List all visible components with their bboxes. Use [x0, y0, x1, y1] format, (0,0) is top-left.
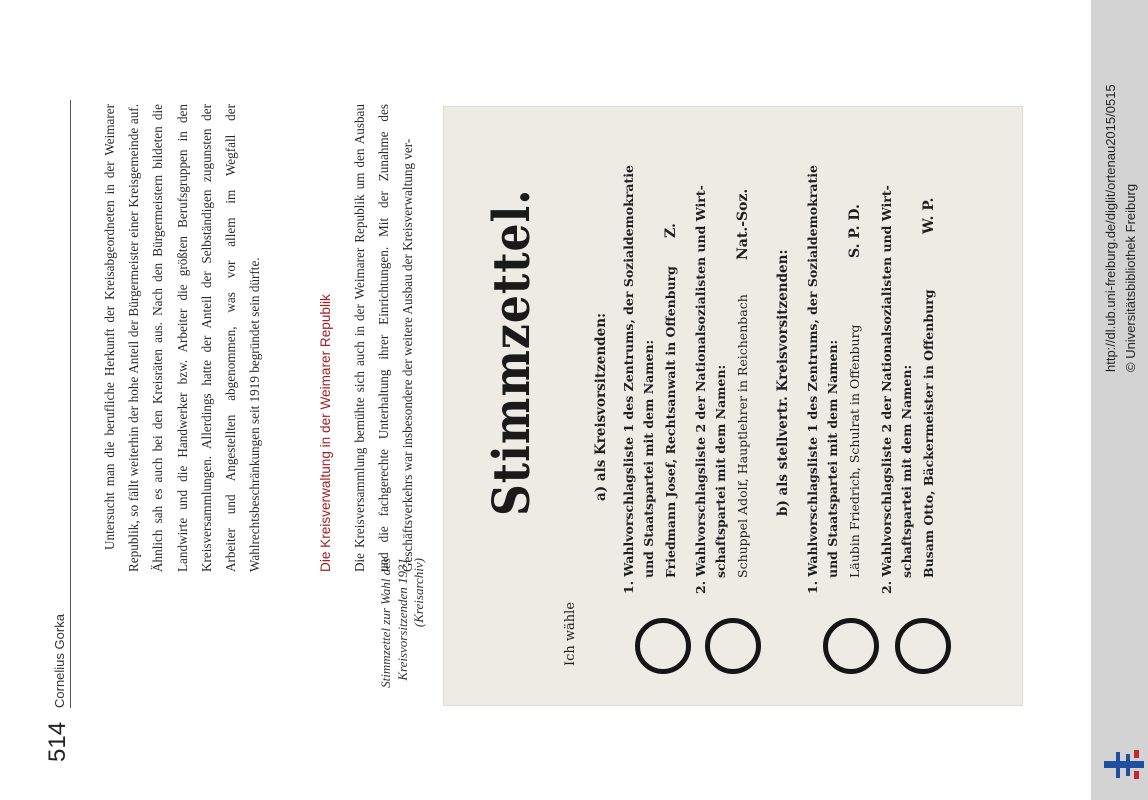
header-rule [70, 100, 71, 708]
ballot-vote-circle [705, 618, 761, 674]
running-header-author: Cornelius Gorka [52, 614, 67, 708]
ballot-b2-party-abbr: W. P. [921, 197, 937, 234]
ballot-b1-party-abbr: S. P. D. [847, 204, 863, 258]
ballot-section-a: a) als Kreisvorsitzenden: [593, 313, 609, 501]
ballot-b2-name: Busam Otto, Bäckermeister in Offenburg [921, 289, 936, 578]
ballot-a2-party-abbr: Nat.-Soz. [735, 188, 751, 260]
ballot-b1-name: Läubin Friedrich, Schulrat in Offenburg [847, 324, 862, 578]
ballot-vote-circle [635, 618, 691, 674]
ballot-a2-line2: schaftspartei mit dem Namen: [713, 364, 728, 578]
ballot-b1-line1: 1. Wahlvorschlagsliste 1 des Zentrums, der Sozialdemokratie [805, 165, 820, 594]
ballot-b2-line2: schaftspartei mit dem Namen: [899, 364, 914, 578]
library-logo-icon [1104, 750, 1144, 780]
ballot-intro: Ich wähle [563, 601, 578, 666]
ballot-title: Stimmzettel. [483, 188, 542, 516]
page-number: 514 [44, 721, 71, 762]
copyright-notice: © Universitätsbibliothek Freiburg [1123, 183, 1138, 372]
ballot-a2-line1: 2. Wahlvorschlagsliste 2 der Nationalsozialisten und Wirt- [693, 185, 708, 594]
body-paragraph-2: Die Kreisversammlung bemühte sich auch in der Weimarer Republik um den Ausbau und die fachgerechte Unterhaltung ihrer Einrichtungen. Mit der Zunahme des Geschäftsverkehrs war insbesondere der weitere Ausbau der Kreisverwaltung ver- [352, 104, 415, 572]
ballot-b1-line2: und Staatspartei mit dem Namen: [825, 339, 840, 578]
ballot-vote-circle [823, 618, 879, 674]
sidebar-text [1091, 0, 1148, 800]
ballot-a2-name: Schuppel Adolf, Hauptlehrer in Reichenbach [735, 294, 750, 578]
ballot-b2-line1: 2. Wahlvorschlagsliste 2 der Nationalsozialisten und Wirt- [879, 185, 894, 594]
ballot-a1-name: Friedmann Josef, Rechtsanwalt in Offenburg [663, 266, 678, 578]
source-url-link[interactable]: http://dl.ub.uni-freiburg.de/diglit/ortenau2015/0515 [1103, 84, 1118, 372]
section-heading: Die Kreisverwaltung in der Weimarer Republik [318, 294, 333, 572]
ballot-a1-line2: und Staatspartei mit dem Namen: [641, 339, 656, 578]
ballot-section-b: b) als stellvertr. Kreisvorsitzenden: [775, 249, 791, 516]
body-paragraph-1: Untersucht man die berufliche Herkunft der Kreisabgeordneten in der Weimarer Republik, so fällt weiterhin der hohe Anteil der Bürgermeister einer Kreisgemeinde auf. Ähnlich sah es auch bei den Kreisräten aus. Nach den Bürgermeistern bildeten die Landwirte und die Handwerker bzw. Arbeiter die größten Berufsgruppen in den Kreisversammlungen. Allerdings hatte der Anteil der Selbständigen zugunsten der Arbeiter und Angestellten abgenommen, was vor allem im Wegfall der Wahlrechtsbeschränkungen seit 1919 begründet sein dürfte. [102, 104, 263, 572]
ballot-a1-party-abbr: Z. [663, 223, 679, 238]
ballot-scan-image [443, 106, 1023, 706]
ballot-vote-circle [895, 618, 951, 674]
figure-caption: Stimmzettel zur Wahl des Kreisvorsitzenden 1931 (Kreisarchiv) [378, 558, 426, 688]
ballot-a1-line1: 1. Wahlvorschlagsliste 1 des Zentrums, der Sozialdemokratie [621, 165, 636, 594]
